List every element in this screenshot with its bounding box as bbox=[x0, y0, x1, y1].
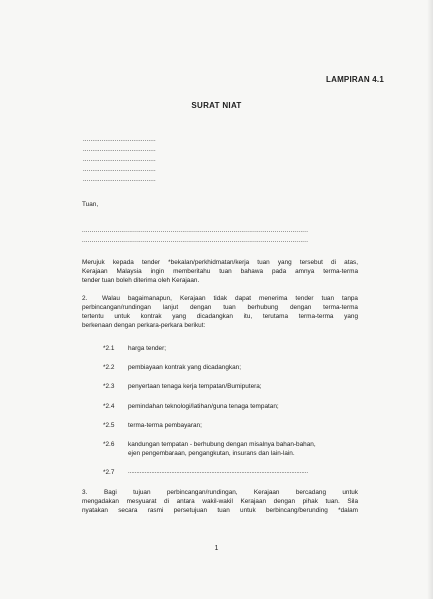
item-number: *2.1 bbox=[103, 345, 115, 352]
lampiran-label: LAMPIRAN 4.1 bbox=[326, 75, 384, 84]
item-text: ............................................................................................................ bbox=[128, 469, 309, 475]
salutation: Tuan, bbox=[82, 201, 99, 208]
document-title: SURAT NIAT bbox=[191, 101, 242, 110]
item-text: penyertaan tenaga kerja tempatan/Bumiputera; bbox=[128, 383, 262, 390]
item-text: pembiayaan kontrak yang dicadangkan; bbox=[128, 364, 241, 371]
item-number: *2.4 bbox=[103, 403, 115, 410]
para2-line: berkenaan dengan perkara-perkara berikut: bbox=[82, 322, 206, 329]
address-line: ....................................... bbox=[83, 147, 156, 153]
para1-line: tender tuan boleh diterima oleh Kerajaan. bbox=[82, 277, 200, 284]
address-line: ....................................... bbox=[83, 177, 156, 183]
para2-number: 2. bbox=[82, 295, 88, 302]
item-text: harga tender; bbox=[128, 345, 167, 352]
para3-line: nyatakan secara rasmi persetujuan tuan untuk berbincang/berunding *dalam bbox=[82, 507, 358, 514]
para1-line: Kerajaan Malaysia ingin memberitahu tuan bahawa pada amnya terma-terma bbox=[82, 268, 358, 275]
para1-line: Merujuk kepada tender *bekalan/perkhidmatan/kerja tuan yang tersebut di atas, bbox=[82, 259, 358, 266]
para3-line: Bagi tujuan perbincangan/rundingan, Kerajaan bercadang untuk bbox=[104, 489, 358, 496]
para2-line: perbincangan/rundingan lanjut dengan tuan berhubung dengan terma-terma bbox=[82, 304, 358, 311]
page-number: 1 bbox=[214, 545, 219, 552]
item-text: terma-terma pembayaran; bbox=[128, 422, 202, 429]
para3-number: 3. bbox=[82, 489, 88, 496]
subject-line: ................................................................................................................... bbox=[82, 238, 309, 244]
para2-line: tertentu untuk kontrak yang dicadangkan itu, terutama terma-terma yang bbox=[82, 313, 358, 320]
item-number: *2.7 bbox=[103, 469, 115, 476]
item-text-continued: ejen pengembaraan, pengangkutan, insurans dan lain-lain. bbox=[128, 450, 295, 457]
address-line: ....................................... bbox=[83, 157, 156, 163]
item-number: *2.3 bbox=[103, 383, 115, 390]
subject-line: ................................................................................................................... bbox=[82, 228, 309, 234]
item-text: kandungan tempatan - berhubung dengan misalnya bahan-bahan, bbox=[128, 441, 316, 448]
item-number: *2.5 bbox=[103, 422, 115, 429]
item-text: pemindahan teknologi/latihan/guna tenaga tempatan; bbox=[128, 403, 279, 410]
page-edge bbox=[427, 0, 433, 599]
address-line: ....................................... bbox=[83, 137, 156, 143]
item-number: *2.6 bbox=[103, 441, 115, 448]
para3-line: mengadakan mesyuarat di antara wakil-wakil Kerajaan dengan pihak tuan. Sila bbox=[82, 498, 358, 505]
address-line: ....................................... bbox=[83, 167, 156, 173]
para2-line: Walau bagaimanapun, Kerajaan tidak dapat menerima tender tuan tanpa bbox=[102, 295, 358, 302]
item-number: *2.2 bbox=[103, 364, 115, 371]
